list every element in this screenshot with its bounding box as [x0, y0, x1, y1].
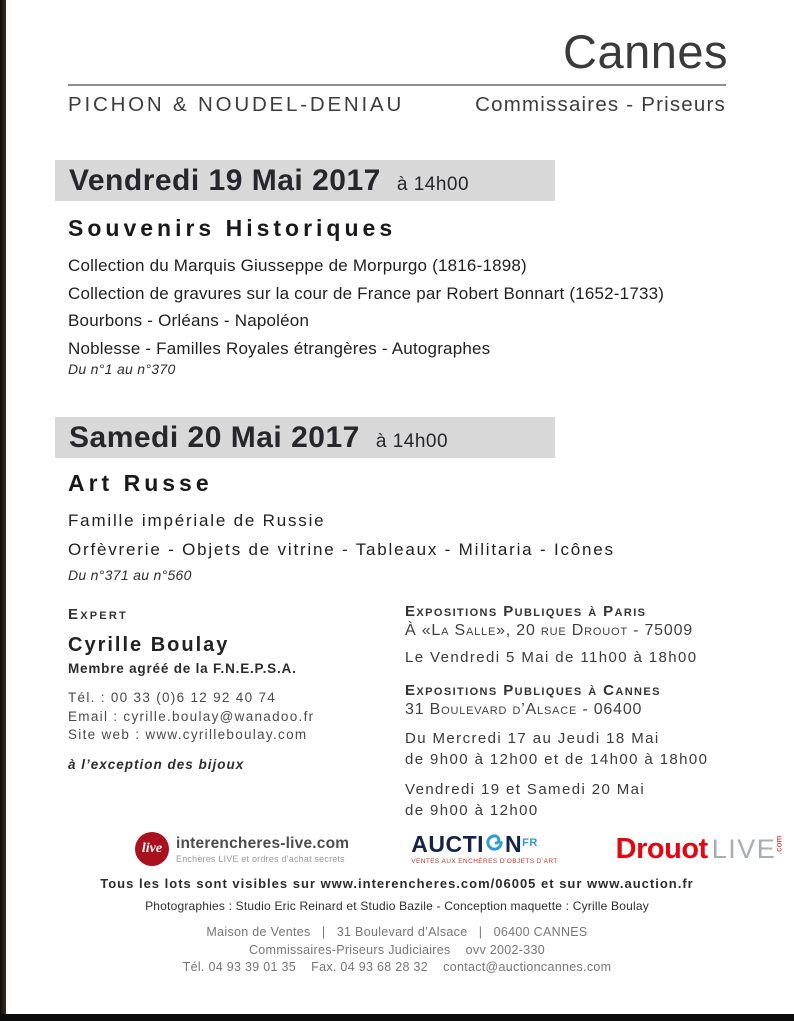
sale1-title: Souvenirs Historiques: [68, 215, 397, 241]
expert-contact: [68, 689, 378, 745]
firm-name: PICHON & NOUDEL-DENIAU: [68, 93, 405, 116]
expositions-block: [405, 603, 755, 821]
credits-notice: Photographies : Studio Eric Reinard et Studio Bazile - Conception maquette : Cyrille Boulay: [145, 899, 649, 913]
sale2-title: Art Russe: [68, 470, 213, 496]
sale1-line-3: Bourbons - Orléans - Napoléon: [68, 311, 310, 330]
auction-o-swirl-icon: [485, 833, 504, 856]
firm-subtitle: Commissaires - Priseurs: [475, 93, 726, 116]
sale2-line-2: Orfèvrerie - Objets de vitrine - Tableaux - Militaria - Icônes: [68, 540, 615, 559]
live-badge-icon: live: [135, 832, 169, 866]
auction-fr-logo: [411, 833, 557, 865]
interencheres-logo: [135, 832, 349, 866]
footer-legal: Commissaires-Priseurs Judiciaires ovv 2002-330: [248, 942, 546, 957]
page-title-city: Cannes: [563, 25, 728, 78]
expo-cannes-sched-line-1: Du Mercredi 17 au Jeudi 18 Mai: [405, 730, 660, 747]
expo-cannes-schedule-2: [405, 780, 755, 821]
sale2-time: à 14h00: [375, 431, 449, 452]
header-divider: [68, 84, 726, 86]
expo-paris-address: À «La Salle», 20 rue Drouot - 75009: [405, 622, 693, 639]
auction-prefix: AUCTI: [411, 831, 485, 857]
sale1-date: Vendredi 19 Mai 2017: [69, 164, 381, 197]
sale1-date-banner: [55, 160, 555, 201]
sale1-time: à 14h00: [396, 174, 470, 195]
expert-phone: Tél. : 00 33 (0)6 12 92 40 74: [68, 690, 277, 705]
sale2-date-banner: [55, 417, 555, 458]
expert-block: [68, 606, 378, 772]
expo-cannes-sched-line-3: Vendredi 19 et Samedi 20 Mai: [405, 781, 646, 798]
expo-cannes-sched-line-2: de 9h00 à 12h00 et de 14h00 à 18h00: [405, 750, 709, 768]
drouot-live-logo: [616, 833, 785, 866]
sale1-line-4: Noblesse - Familles Royales étrangères - Autographes: [68, 338, 491, 358]
expo-cannes-sched-line-4: de 9h00 à 12h00: [405, 801, 539, 819]
expert-heading: Expert: [68, 606, 128, 623]
sale1-line-1: Collection du Marquis Giusseppe de Morpurgo (1816-1898): [68, 256, 527, 275]
expert-membership: Membre agréé de la F.N.E.P.S.A.: [68, 661, 297, 676]
expert-email: Email : cyrille.boulay@wanadoo.fr: [68, 708, 315, 724]
drouot-live-wordmark: LIVE: [711, 833, 777, 864]
auction-fr-wordmark: [411, 833, 557, 856]
expo-paris-schedule: Le Vendredi 5 Mai de 11h00 à 18h00: [405, 649, 698, 666]
sale1-description: [68, 252, 664, 362]
sale2-date: Samedi 20 Mai 2017: [69, 421, 360, 454]
drouot-com-icon: .com: [774, 834, 784, 854]
lots-visibility-notice: Tous les lots sont visibles sur www.interencheres.com/06005 et sur www.auction.fr: [100, 876, 694, 891]
auction-fr-sup: FR: [522, 837, 538, 849]
expo-paris-heading: Expositions Publiques à Paris: [405, 603, 647, 620]
expert-name: Cyrille Boulay: [68, 634, 230, 656]
sale2-lot-range: Du n°371 au n°560: [68, 567, 192, 583]
scan-edge-bottom: [0, 1014, 794, 1021]
sale2-description: [68, 506, 615, 564]
partner-logos-row: [135, 832, 784, 866]
footer-contact: Tél. 04 93 39 01 35 Fax. 04 93 68 28 32 contact@auctioncannes.com: [182, 960, 612, 974]
sale1-line-2: Collection de gravures sur la cour de France par Robert Bonnart (1652-1733): [68, 283, 665, 303]
header-firm-row: [68, 93, 726, 117]
expo-cannes-address: 31 Boulevard d’Alsace - 06400: [405, 701, 643, 718]
expert-website: Site web : www.cyrilleboulay.com: [68, 727, 308, 742]
interencheres-name: interencheres-live.com: [176, 834, 350, 852]
expo-cannes-heading: Expositions Publiques à Cannes: [405, 682, 661, 699]
footer-address: Maison de Ventes | 31 Boulevard d’Alsace | 06400 CANNES: [206, 925, 588, 939]
footer-block: [0, 924, 794, 977]
sale2-line-1: Famille impériale de Russie: [68, 511, 326, 530]
auction-tagline: VENTES AUX ENCHÈRES D’OBJETS D’ART: [411, 858, 558, 865]
interencheres-text: [176, 835, 349, 864]
expert-exception-note: à l’exception des bijoux: [68, 756, 245, 772]
sale1-lot-range: Du n°1 au n°370: [68, 361, 176, 377]
interencheres-tagline: Enchères LIVE et ordres d’achat secrets: [176, 853, 345, 864]
auction-suffix: N: [505, 831, 523, 857]
expo-cannes-schedule-1: [405, 729, 755, 770]
scan-edge-left: [0, 0, 6, 1021]
drouot-wordmark: Drouot: [615, 832, 708, 865]
